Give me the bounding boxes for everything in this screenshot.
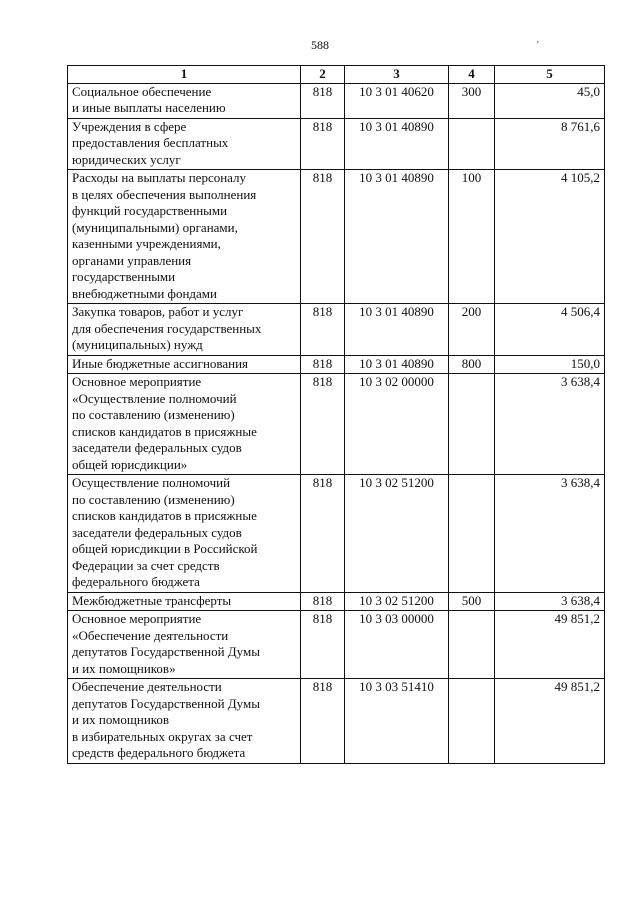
table-row (68, 611, 605, 679)
expense-type-code: 100 (449, 170, 495, 304)
ministry-code: 818 (301, 170, 345, 304)
row-name: Основное мероприятие «Осуществление полномочий по составлению (изменению) списков кандидатов в присяжные заседатели федеральных судов общей юрисдикции» (68, 374, 301, 475)
table-header (68, 66, 605, 84)
expense-type-code: 500 (449, 592, 495, 611)
row-name: Иные бюджетные ассигнования (68, 355, 301, 374)
target-article-code: 10 3 01 40890 (345, 118, 449, 170)
row-name: Обеспечение деятельности депутатов Государственной Думы и их помощников в избирательных округах за счет средств федерального бюджета (68, 679, 301, 764)
target-article-code: 10 3 03 00000 (345, 611, 449, 679)
ministry-code: 818 (301, 374, 345, 475)
expense-type-code (449, 679, 495, 764)
expense-type-code: 200 (449, 304, 495, 356)
ministry-code: 818 (301, 611, 345, 679)
amount: 49 851,2 (495, 679, 605, 764)
target-article-code: 10 3 01 40620 (345, 83, 449, 118)
table-body (68, 83, 605, 763)
table-row (68, 170, 605, 304)
ministry-code: 818 (301, 592, 345, 611)
ministry-code: 818 (301, 355, 345, 374)
expense-type-code: 800 (449, 355, 495, 374)
row-name: Осуществление полномочий по составлению (изменению) списков кандидатов в присяжные заседатели федеральных судов общей юрисдикции в Российской Федерации за счет средств федерального бюджета (68, 475, 301, 593)
budget-table (67, 65, 605, 764)
ministry-code: 818 (301, 83, 345, 118)
amount: 45,0 (495, 83, 605, 118)
expense-type-code (449, 475, 495, 593)
header-col-3: 3 (345, 66, 449, 84)
table-row (68, 355, 605, 374)
target-article-code: 10 3 01 40890 (345, 304, 449, 356)
amount: 3 638,4 (495, 374, 605, 475)
amount: 4 105,2 (495, 170, 605, 304)
table-row (68, 118, 605, 170)
table-row (68, 374, 605, 475)
row-name: Основное мероприятие «Обеспечение деятельности депутатов Государственной Думы и их помощников» (68, 611, 301, 679)
ministry-code: 818 (301, 679, 345, 764)
target-article-code: 10 3 02 51200 (345, 592, 449, 611)
header-col-1: 1 (68, 66, 301, 84)
table-row (68, 83, 605, 118)
row-name: Межбюджетные трансферты (68, 592, 301, 611)
amount: 3 638,4 (495, 475, 605, 593)
table-row (68, 304, 605, 356)
corner-mark: ’ (536, 40, 540, 51)
expense-type-code (449, 118, 495, 170)
expense-type-code: 300 (449, 83, 495, 118)
amount: 49 851,2 (495, 611, 605, 679)
table-row (68, 475, 605, 593)
row-name: Социальное обеспечение и иные выплаты населению (68, 83, 301, 118)
row-name: Учреждения в сфере предоставления бесплатных юридических услуг (68, 118, 301, 170)
amount: 4 506,4 (495, 304, 605, 356)
target-article-code: 10 3 02 51200 (345, 475, 449, 593)
row-name: Расходы на выплаты персоналу в целях обеспечения выполнения функций государственными (муниципальными) органами, казенными учреждениями, органами управления государственными внебюджетными фондами (68, 170, 301, 304)
header-col-5: 5 (495, 66, 605, 84)
row-name: Закупка товаров, работ и услуг для обеспечения государственных (муниципальных) нужд (68, 304, 301, 356)
amount: 150,0 (495, 355, 605, 374)
header-col-4: 4 (449, 66, 495, 84)
page-number: 588 (311, 38, 329, 52)
table-row (68, 592, 605, 611)
table-row (68, 679, 605, 764)
ministry-code: 818 (301, 118, 345, 170)
target-article-code: 10 3 01 40890 (345, 355, 449, 374)
amount: 3 638,4 (495, 592, 605, 611)
target-article-code: 10 3 02 00000 (345, 374, 449, 475)
amount: 8 761,6 (495, 118, 605, 170)
target-article-code: 10 3 03 51410 (345, 679, 449, 764)
ministry-code: 818 (301, 304, 345, 356)
expense-type-code (449, 374, 495, 475)
expense-type-code (449, 611, 495, 679)
header-row (68, 66, 605, 84)
header-col-2: 2 (301, 66, 345, 84)
target-article-code: 10 3 01 40890 (345, 170, 449, 304)
ministry-code: 818 (301, 475, 345, 593)
